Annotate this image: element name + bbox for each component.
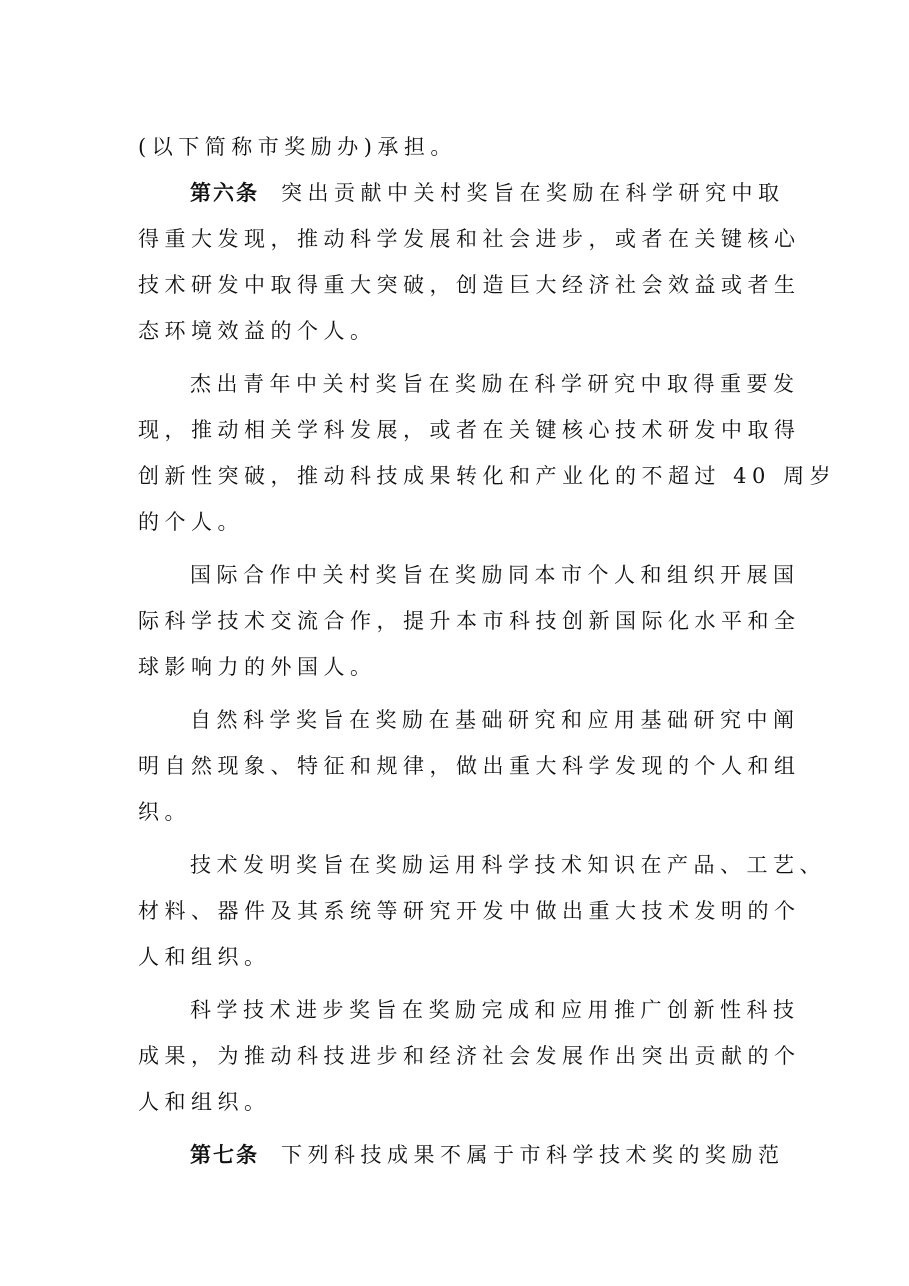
text-line: 态环境效益的个人。 — [138, 319, 377, 343]
text-line: 技术发明奖旨在奖励运用科学技术知识在产品、工艺、 — [190, 853, 826, 877]
text-line: 创新性突破，推动科技成果转化和产业化的不超过 40 周岁 — [138, 464, 837, 488]
text-line: 国际合作中关村奖旨在奖励同本市个人和组织开展国 — [190, 563, 800, 587]
text-line: 际科学技术交流合作，提升本市科技创新国际化水平和全 — [138, 609, 801, 633]
text-line: 杰出青年中关村奖旨在奖励在科学研究中取得重要发 — [190, 372, 800, 396]
text-line: 第七条 下列科技成果不属于市科学技术奖的奖励范 — [190, 1143, 785, 1167]
text-line: (以下简称市奖励办)承担。 — [138, 135, 457, 159]
text-line: 自然科学奖旨在奖励在基础研究和应用基础研究中阐 — [190, 708, 800, 732]
text-line: 得重大发现，推动科学发展和社会进步，或者在关键核心 — [138, 227, 801, 251]
text-line: 球影响力的外国人。 — [138, 655, 377, 679]
text-line: 现，推动相关学科发展，或者在关键核心技术研发中取得 — [138, 418, 801, 442]
text-line: 成果，为推动科技进步和经济社会发展作出突出贡献的个 — [138, 1044, 801, 1068]
text-line: 材料、器件及其系统等研究开发中做出重大技术发明的个 — [138, 899, 801, 923]
text-line: 织。 — [138, 800, 191, 824]
text-line: 科学技术进步奖旨在奖励完成和应用推广创新性科技 — [190, 998, 800, 1022]
article-heading: 第六条 — [190, 181, 259, 205]
text-line: 第六条 突出贡献中关村奖旨在奖励在科学研究中取 — [190, 181, 785, 205]
text-line: 明自然现象、特征和规律，做出重大科学发现的个人和组 — [138, 754, 801, 778]
text-line: 的个人。 — [138, 510, 244, 534]
article-heading: 第七条 — [190, 1143, 259, 1167]
text-line: 人和组织。 — [138, 945, 271, 969]
text-line: 技术研发中取得重大突破，创造巨大经济社会效益或者生 — [138, 273, 801, 297]
text-line: 人和组织。 — [138, 1090, 271, 1114]
